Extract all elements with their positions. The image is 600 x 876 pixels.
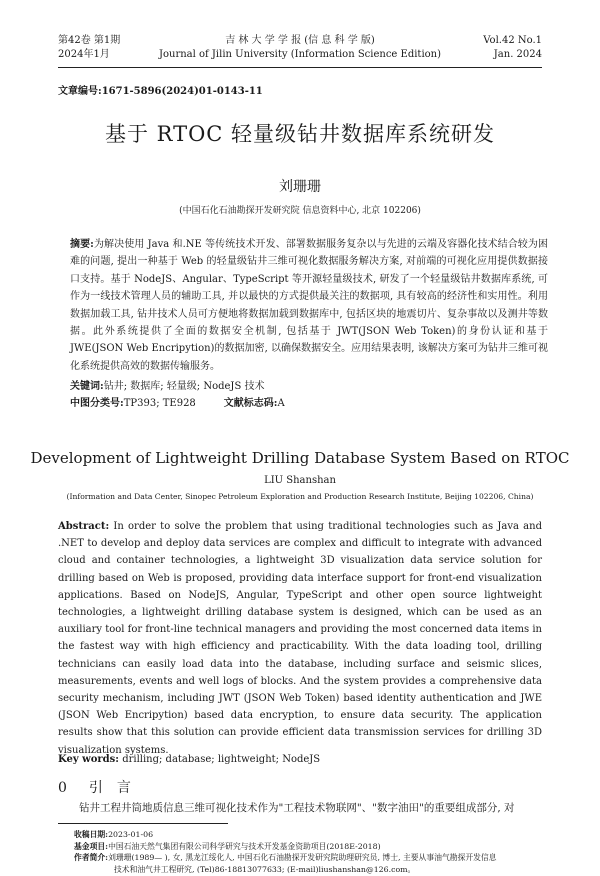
class-number-value: TP393; TE928: [123, 398, 196, 409]
chinese-keywords-label: 关键词:: [70, 381, 104, 392]
article-number: 文章编号:1671-5896(2024)01-0143-11: [58, 86, 263, 97]
chinese-keywords: [70, 377, 264, 392]
chinese-keywords-text: 钻井; 数据库; 轻量级; NodeJS 技术: [103, 381, 265, 392]
english-affiliation: (Information and Data Center, Sinopec Petroleum Exploration and Production Research Institute, Beijing 102206, China): [66, 492, 534, 501]
class-number-label: 中图分类号:: [70, 398, 124, 409]
journal-name-cn: 吉 林 大 学 学 报 (信 息 科 学 版): [225, 35, 375, 46]
english-abstract-label: Abstract:: [58, 521, 110, 532]
section-heading: [58, 777, 145, 797]
footnotes: [74, 829, 548, 875]
volume-issue-en: Vol.42 No.1: [483, 35, 542, 46]
chinese-abstract-label: 摘要:: [70, 239, 94, 250]
volume-issue-cn: 第42卷 第1期: [58, 35, 121, 46]
footnote-fund: [74, 841, 548, 853]
date-en: Jan. 2024: [493, 49, 542, 60]
fund-text: 中国石油天然气集团有限公司科学研究与技术开发基金资助项目(2018E-2018): [108, 841, 381, 851]
footnote-received: [74, 829, 548, 841]
chinese-abstract: [70, 236, 548, 375]
document-code-label: 文献标志码:: [223, 398, 278, 409]
footnote-author: [74, 852, 548, 864]
header-right: [483, 34, 542, 62]
chinese-abstract-text: 为解决使用 Java 和.NE 等传统技术开发、部署数据服务复杂以与先进的云端及容器化技术结合较为困难的问题, 提出一种基于 Web 的轻量级钻井三维可视化数据服务解决方案, 对前端的可视化应用提供数据接口支持。基于 NodeJS、Angular、TypeScript 等开源轻量级技术, 研发了一个轻量级钻井数据库系统, 可作为一线技术管理人员的辅助工具, 并以最快的方式提供最关注的数据项, 具有较高的经济性和实用性。利用数据加载工具, 钻井技术人员可方便地将数据加载到数据库中, 包括区块的地震切片、复杂事故以及测井等数据。此外系统提供了全面的数据安全机制, 包括基于 JWT(JSON Web Token)的身份认证和基于 JWE(JSON Web Encripytion)的数据加密, 以确保数据安全。应用结果表明, 该解决方案可为钻井三维可视化系统提供高效的数据传输服务。: [70, 239, 548, 372]
received-date: 2023-01-06: [108, 830, 154, 839]
chinese-author: 刘珊珊: [279, 179, 321, 195]
fund-label: 基金项目:: [74, 841, 109, 851]
english-abstract: [58, 518, 542, 759]
running-header: [58, 34, 542, 64]
author-bio-line2: 技术和油气井工程研究, (Tel)86-18813077633; (E-mail)liushanshan@126.com。: [114, 864, 416, 874]
header-divider: [58, 67, 542, 68]
author-bio-line1: 刘珊珊(1989— ), 女, 黑龙江绥化人, 中国石化石油勘探开发研究院助理研究员, 博士, 主要从事油气勘探开发信息: [108, 853, 497, 862]
english-author: LIU Shanshan: [264, 475, 336, 486]
classification-line: [70, 394, 285, 409]
footnote-divider: [58, 823, 228, 824]
section-title: 引言: [88, 780, 145, 796]
english-keywords: [58, 754, 320, 765]
section-number: 0: [58, 780, 67, 796]
journal-name-en: Journal of Jilin University (Information Science Edition): [158, 49, 442, 60]
english-keywords-text: drilling; database; lightweight; NodeJS: [122, 754, 321, 765]
english-abstract-text: In order to solve the problem that using traditional technologies such as Java and .NET to develop and deploy data services are complex and difficult to integrate with advanced cloud and container technologies, a lightweight 3D visualization data service solution for drilling based on Web is proposed, providing data interface support for front-end visualization applications. Based on NodeJS, Angular, TypeScript and other open source lightweight technologies, a lightweight drilling database system is designed, which can be used as an auxiliary tool for front-line technical managers and providing the most concerned data items in the fastest way with high efficiency and practicability. With the data loading tool, drilling technicians can easily load data into the database, including surface and seismic slices, measurements, events and well logs of blocks. And the system provides a comprehensive data security mechanism, including JWT (JSON Web Token) based identity authentication and JWE (JSON Web Encripytion) based data encryption, to ensure data security. The application results show that this solution can provide efficient data transmission services for drilling 3D visualization systems.: [58, 521, 542, 756]
received-label: 收稿日期:: [74, 830, 109, 839]
header-center: [58, 34, 542, 62]
english-keywords-label: Key words:: [58, 754, 119, 765]
date-cn: 2024年1月: [58, 49, 110, 60]
body-first-line: 钻井工程井筒地质信息三维可视化技术作为"工程技术物联网"、"数字油田"的重要组成部分, 对: [79, 802, 515, 814]
author-bio-label: 作者简介:: [74, 853, 109, 862]
english-title: Development of Lightweight Drilling Database System Based on RTOC: [30, 449, 570, 467]
chinese-title: 基于 RTOC 轻量级钻井数据库系统研发: [104, 122, 496, 146]
chinese-affiliation: (中国石化石油勘探开发研究院 信息资料中心, 北京 102206): [179, 206, 421, 216]
document-code-value: A: [277, 398, 285, 409]
